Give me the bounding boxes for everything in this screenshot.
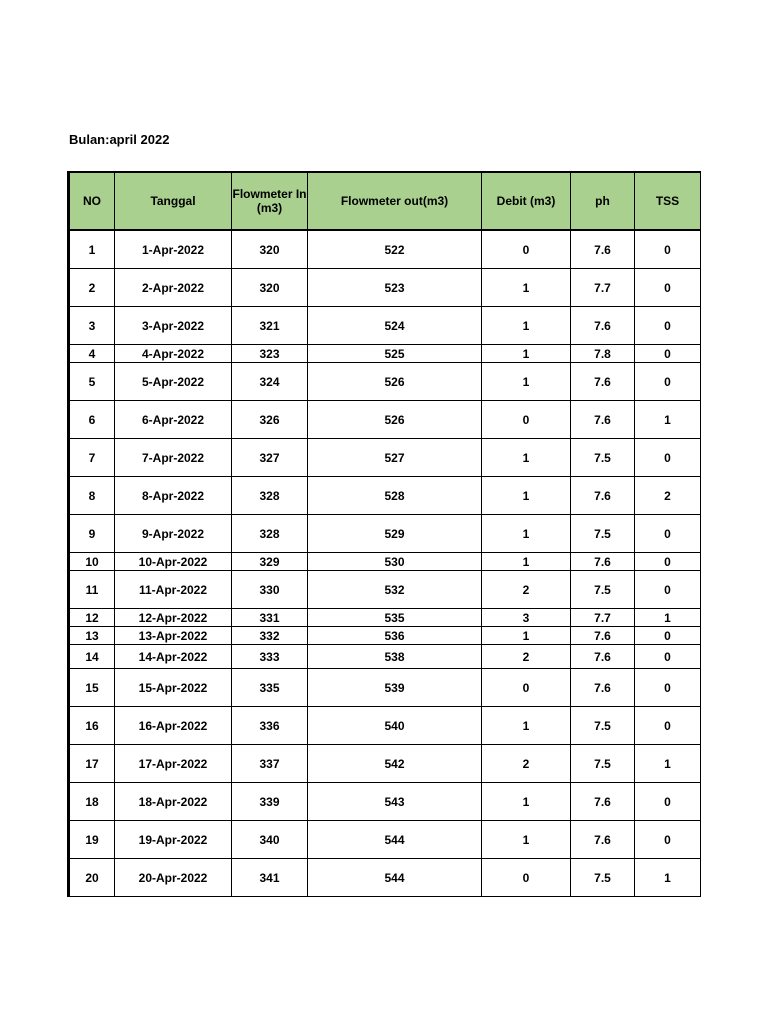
cell-no: 12 [69,609,115,627]
cell-ph: 7.5 [571,571,635,609]
cell-debit: 1 [482,439,571,477]
cell-flowmeter-out: 524 [308,307,482,345]
cell-no: 5 [69,363,115,401]
cell-tss: 0 [635,783,701,821]
cell-no: 18 [69,783,115,821]
cell-flowmeter-out: 523 [308,269,482,307]
cell-flowmeter-out: 527 [308,439,482,477]
cell-ph: 7.6 [571,307,635,345]
cell-flowmeter-in: 336 [232,707,308,745]
header-debit: Debit (m3) [482,172,571,230]
cell-tanggal: 19-Apr-2022 [115,821,232,859]
cell-flowmeter-out: 536 [308,627,482,645]
cell-debit: 1 [482,821,571,859]
table-row [69,783,701,821]
cell-tanggal: 13-Apr-2022 [115,627,232,645]
table-row [69,307,701,345]
cell-ph: 7.5 [571,439,635,477]
header-flowmeter-out: Flowmeter out(m3) [308,172,482,230]
cell-ph: 7.6 [571,363,635,401]
table-row [69,515,701,553]
cell-flowmeter-out: 543 [308,783,482,821]
cell-flowmeter-in: 327 [232,439,308,477]
cell-flowmeter-out: 538 [308,645,482,669]
cell-flowmeter-in: 340 [232,821,308,859]
cell-ph: 7.6 [571,645,635,669]
table-row [69,345,701,363]
cell-flowmeter-out: 540 [308,707,482,745]
cell-tss: 0 [635,230,701,269]
cell-flowmeter-out: 526 [308,363,482,401]
header-no: NO [69,172,115,230]
cell-no: 20 [69,859,115,897]
cell-flowmeter-in: 324 [232,363,308,401]
cell-tanggal: 10-Apr-2022 [115,553,232,571]
cell-debit: 1 [482,477,571,515]
cell-tanggal: 9-Apr-2022 [115,515,232,553]
cell-debit: 2 [482,571,571,609]
cell-flowmeter-out: 544 [308,859,482,897]
table-row [69,859,701,897]
cell-debit: 0 [482,669,571,707]
cell-debit: 1 [482,269,571,307]
cell-flowmeter-in: 329 [232,553,308,571]
table-row [69,645,701,669]
cell-tss: 0 [635,571,701,609]
cell-flowmeter-in: 320 [232,269,308,307]
header-flowmeter-in: Flowmeter In (m3) [232,172,308,230]
cell-ph: 7.6 [571,627,635,645]
cell-flowmeter-in: 341 [232,859,308,897]
cell-flowmeter-out: 532 [308,571,482,609]
cell-debit: 1 [482,307,571,345]
cell-tss: 0 [635,645,701,669]
cell-flowmeter-in: 333 [232,645,308,669]
header-tanggal: Tanggal [115,172,232,230]
cell-flowmeter-out: 544 [308,821,482,859]
table-row [69,627,701,645]
cell-tanggal: 7-Apr-2022 [115,439,232,477]
cell-debit: 1 [482,345,571,363]
cell-tanggal: 3-Apr-2022 [115,307,232,345]
cell-flowmeter-in: 331 [232,609,308,627]
cell-flowmeter-out: 535 [308,609,482,627]
cell-tss: 0 [635,307,701,345]
header-tss: TSS [635,172,701,230]
cell-tss: 0 [635,363,701,401]
table-row [69,821,701,859]
cell-tanggal: 6-Apr-2022 [115,401,232,439]
cell-flowmeter-in: 328 [232,515,308,553]
cell-no: 16 [69,707,115,745]
cell-tanggal: 14-Apr-2022 [115,645,232,669]
cell-flowmeter-in: 339 [232,783,308,821]
cell-no: 1 [69,230,115,269]
cell-flowmeter-in: 335 [232,669,308,707]
cell-ph: 7.6 [571,477,635,515]
cell-tanggal: 12-Apr-2022 [115,609,232,627]
cell-debit: 1 [482,707,571,745]
cell-tanggal: 1-Apr-2022 [115,230,232,269]
cell-flowmeter-out: 528 [308,477,482,515]
table-row [69,401,701,439]
cell-debit: 1 [482,363,571,401]
cell-flowmeter-out: 526 [308,401,482,439]
cell-flowmeter-out: 530 [308,553,482,571]
cell-flowmeter-in: 328 [232,477,308,515]
table-row [69,553,701,571]
cell-tanggal: 2-Apr-2022 [115,269,232,307]
table-row [69,439,701,477]
cell-debit: 2 [482,645,571,669]
cell-tanggal: 17-Apr-2022 [115,745,232,783]
cell-no: 7 [69,439,115,477]
cell-ph: 7.6 [571,401,635,439]
cell-tanggal: 5-Apr-2022 [115,363,232,401]
cell-tanggal: 15-Apr-2022 [115,669,232,707]
cell-no: 4 [69,345,115,363]
cell-flowmeter-in: 323 [232,345,308,363]
cell-flowmeter-in: 321 [232,307,308,345]
table-row [69,707,701,745]
cell-flowmeter-in: 326 [232,401,308,439]
cell-ph: 7.5 [571,859,635,897]
cell-debit: 0 [482,230,571,269]
data-table [67,171,701,897]
cell-no: 8 [69,477,115,515]
cell-debit: 0 [482,401,571,439]
cell-tanggal: 20-Apr-2022 [115,859,232,897]
cell-ph: 7.5 [571,745,635,783]
cell-flowmeter-in: 337 [232,745,308,783]
cell-tanggal: 4-Apr-2022 [115,345,232,363]
table-row [69,609,701,627]
cell-flowmeter-out: 539 [308,669,482,707]
table-row [69,669,701,707]
cell-no: 3 [69,307,115,345]
cell-ph: 7.6 [571,821,635,859]
cell-ph: 7.5 [571,515,635,553]
cell-debit: 1 [482,627,571,645]
cell-no: 17 [69,745,115,783]
cell-no: 9 [69,515,115,553]
cell-ph: 7.7 [571,609,635,627]
table-row [69,477,701,515]
cell-flowmeter-in: 330 [232,571,308,609]
cell-tss: 0 [635,439,701,477]
cell-tss: 1 [635,609,701,627]
cell-debit: 1 [482,553,571,571]
cell-no: 14 [69,645,115,669]
cell-tss: 0 [635,669,701,707]
cell-debit: 2 [482,745,571,783]
cell-no: 11 [69,571,115,609]
cell-tss: 0 [635,553,701,571]
cell-flowmeter-in: 320 [232,230,308,269]
cell-tanggal: 16-Apr-2022 [115,707,232,745]
cell-tss: 1 [635,745,701,783]
header-row [69,172,701,230]
cell-ph: 7.7 [571,269,635,307]
table-row [69,230,701,269]
table-row [69,269,701,307]
cell-debit: 3 [482,609,571,627]
cell-flowmeter-out: 529 [308,515,482,553]
cell-ph: 7.5 [571,707,635,745]
cell-debit: 1 [482,783,571,821]
table-body [69,230,701,897]
cell-debit: 0 [482,859,571,897]
cell-tss: 0 [635,707,701,745]
cell-ph: 7.6 [571,669,635,707]
cell-ph: 7.8 [571,345,635,363]
cell-tss: 2 [635,477,701,515]
cell-tss: 1 [635,859,701,897]
cell-flowmeter-in: 332 [232,627,308,645]
cell-tss: 0 [635,821,701,859]
cell-tss: 0 [635,345,701,363]
cell-tss: 0 [635,269,701,307]
cell-no: 2 [69,269,115,307]
page-title: Bulan:april 2022 [69,132,170,147]
cell-tanggal: 11-Apr-2022 [115,571,232,609]
cell-tss: 1 [635,401,701,439]
cell-tss: 0 [635,515,701,553]
cell-flowmeter-out: 525 [308,345,482,363]
cell-debit: 1 [482,515,571,553]
table-row [69,745,701,783]
cell-tss: 0 [635,627,701,645]
cell-ph: 7.6 [571,230,635,269]
table-row [69,571,701,609]
cell-tanggal: 18-Apr-2022 [115,783,232,821]
cell-ph: 7.6 [571,553,635,571]
cell-flowmeter-out: 542 [308,745,482,783]
cell-tanggal: 8-Apr-2022 [115,477,232,515]
cell-flowmeter-out: 522 [308,230,482,269]
cell-no: 15 [69,669,115,707]
cell-no: 10 [69,553,115,571]
cell-ph: 7.6 [571,783,635,821]
table-row [69,363,701,401]
cell-no: 19 [69,821,115,859]
cell-no: 13 [69,627,115,645]
cell-no: 6 [69,401,115,439]
header-ph: ph [571,172,635,230]
